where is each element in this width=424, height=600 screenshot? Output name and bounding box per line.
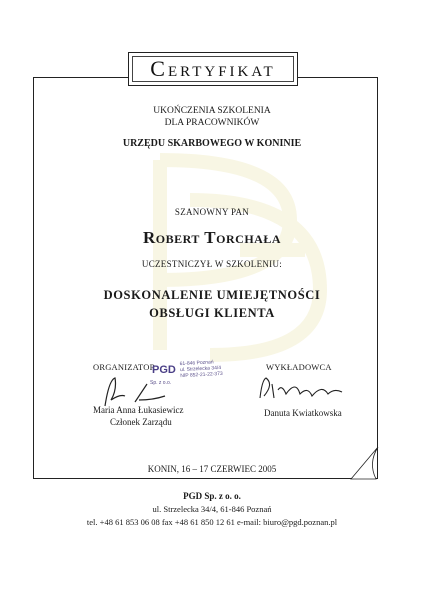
course-line-1: DOSKONALENIE UMIEJĘTNOŚCI	[103, 288, 321, 302]
organizer-role: Członek Zarządu	[110, 417, 172, 427]
organizer-label: ORGANIZATOR	[93, 362, 156, 372]
heading-line-3: URZĘDU SKARBOWEGO W KONINIE	[122, 138, 302, 149]
course-line-2: OBSŁUGI KLIENTA	[149, 306, 275, 320]
lecturer-name: Danuta Kwiatkowska	[264, 408, 342, 418]
pgd-watermark-logo	[120, 140, 330, 370]
company-stamp	[150, 358, 250, 392]
stamp-company: Sp. z o.o.	[150, 380, 172, 386]
certificate-title: Certyfikat	[150, 56, 276, 81]
stamp-line-2: ul. Strzelecka 34/4	[179, 365, 222, 374]
title-box	[128, 52, 298, 86]
footer-contact: tel. +48 61 853 06 08 fax +48 61 850 12 61 e-mail: biuro@pgd.poznan.pl	[86, 517, 338, 527]
stamp-logo: PGD	[152, 364, 176, 376]
recipient-name: Robert Torchała	[143, 228, 281, 247]
place-and-date: KONIN, 16 – 17 CZERWIEC 2005	[147, 464, 277, 474]
lecturer-signature	[252, 374, 352, 404]
stamp-line-3: NIP 852-21-22-373	[180, 371, 223, 380]
course-title	[0, 286, 424, 322]
footer-company: PGD Sp. z o. o.	[183, 491, 241, 501]
lecturer-label: WYKŁADOWCA	[266, 362, 332, 372]
stamp-line-1: 61-846 Poznań	[179, 359, 214, 368]
participation-text: UCZESTNICZYŁ W SZKOLENIU:	[141, 259, 283, 269]
heading-line-1: UKOŃCZENIA SZKOLENIA	[153, 106, 271, 116]
organizer-name: Maria Anna Łukasiewicz	[93, 405, 184, 415]
salutation: SZANOWNY PAN	[174, 207, 250, 217]
heading-line-2: DLA PRACOWNIKÓW	[164, 118, 260, 128]
page-curl-decoration	[350, 445, 380, 481]
heading-lines	[0, 105, 424, 129]
stamp-details	[180, 359, 223, 380]
footer-address: ul. Strzelecka 34/4, 61-846 Poznań	[152, 504, 272, 514]
